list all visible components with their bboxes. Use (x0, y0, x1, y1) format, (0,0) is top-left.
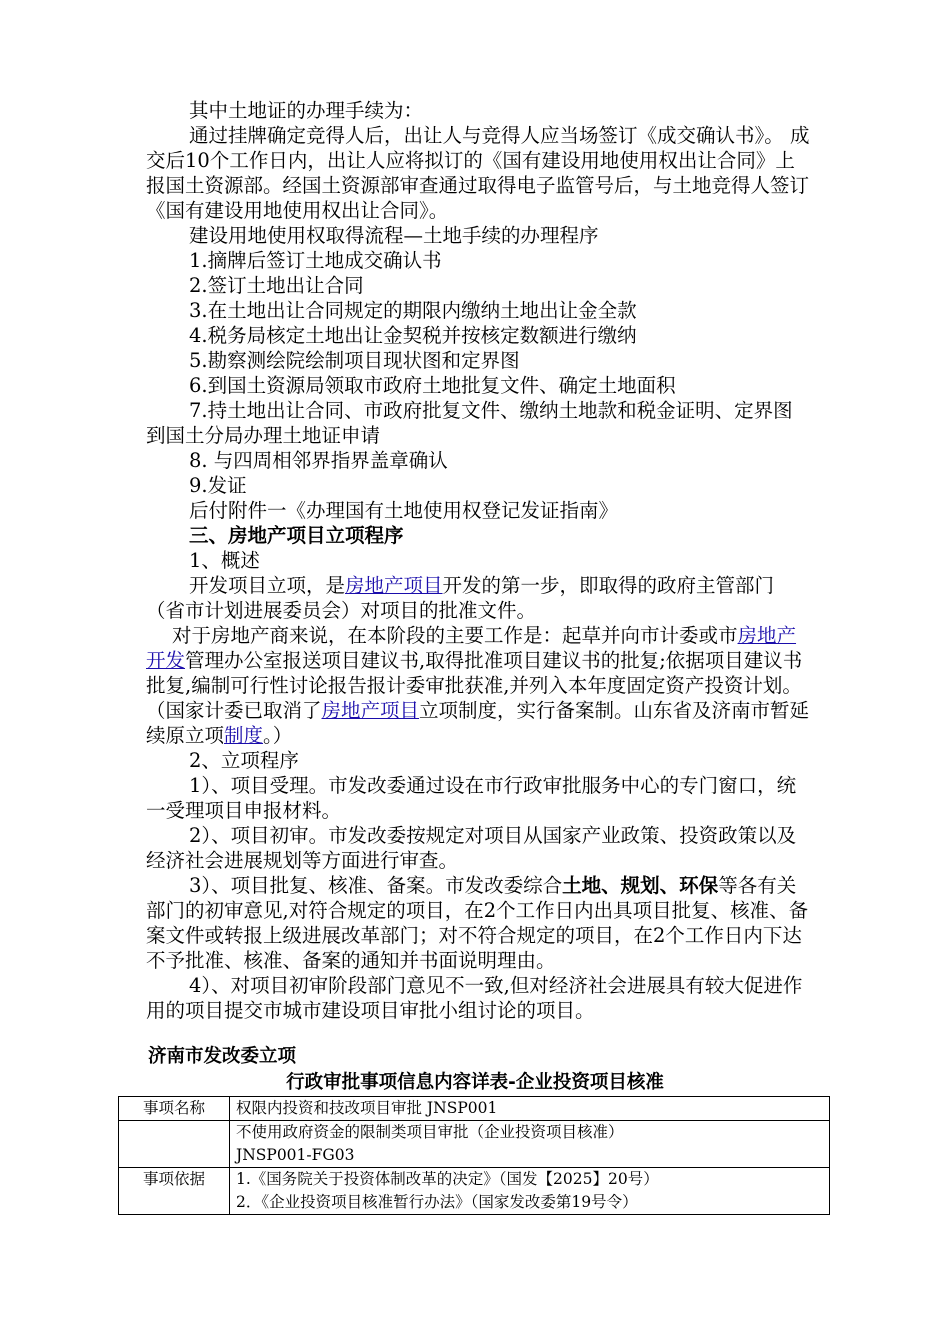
cell-line: 不使用政府资金的限制类项目审批（企业投资项目核准） (236, 1123, 624, 1141)
jinan-title: 济南市发改委立项 (148, 1046, 297, 1067)
paragraph (146, 873, 810, 973)
subheading: 1、概述 (189, 549, 260, 572)
subheading: 2、立项程序 (189, 749, 299, 772)
text-span: 。） (263, 724, 293, 747)
step-item: 3.在土地出让合同规定的期限内缴纳土地出让金全款 (189, 299, 637, 322)
system-link[interactable]: 制度 (224, 724, 264, 747)
paragraph: 其中土地证的办理手续为： (189, 99, 424, 122)
text-span: 3）、项目批复、核准、备案。市发改委综合 (189, 874, 563, 897)
text-span: 对于房地产商来说，在本阶段的主要工作是：起草并向市计委或市 (172, 624, 738, 647)
paragraph: 建设用地使用权取得流程—土地手续的办理程序 (189, 224, 599, 247)
step-item: 4.税务局核定土地出让金契税并按核定数额进行缴纳 (189, 324, 637, 347)
table-cell (119, 1121, 230, 1168)
table-row (119, 1168, 830, 1215)
paragraph (146, 573, 810, 623)
document-body (146, 98, 810, 1023)
step-item: 2.签订土地出让合同 (189, 274, 364, 297)
info-table (118, 1096, 830, 1215)
cell-line: JNSP001-FG03 (236, 1146, 355, 1164)
step-item: 1.摘牌后签订土地成交确认书 (189, 249, 442, 272)
paragraph (146, 623, 810, 748)
text-span: 开发的第一步，即取得的政府主管部门（省市计划进展委员会）对项目的批准文件。 (146, 574, 775, 622)
step-item: 6.到国土资源局领取市政府土地批复文件、确定土地面积 (189, 374, 676, 397)
table-cell (230, 1121, 830, 1168)
text-span: 等各有关部门的初审意见,对符合规定的项目，在2个工作日内出具项目批复、核准、备案文件或转报上级进展改革部门；对不符合规定的项目，在2个工作日内下达不予批准、核准、备案的通知并书面说明理由。 (146, 874, 809, 972)
table-title: 行政审批事项信息内容详表-企业投资项目核准 (286, 1072, 664, 1093)
paragraph: 后付附件一《办理国有土地使用权登记发证指南》 (189, 499, 619, 522)
table-cell (230, 1168, 830, 1215)
real-estate-development-link[interactable]: 房地产开发 (146, 624, 797, 672)
section-heading: 三、房地产项目立项程序 (189, 524, 404, 547)
text-span: 开发项目立项，是 (189, 574, 346, 597)
step-item: 5.勘察测绘院绘制项目现状图和定界图 (189, 349, 520, 372)
paragraph: 通过挂牌确定竞得人后，出让人与竞得人应当场签订《成交确认书》。 成交后10个工作日内，出让人应将拟订的《国有建设用地使用权出让合同》上报国土资源部。经国土资源部审查通过取得电子监管号后，与土地竞得人签订《国有建设用地使用权出让合同》。 (146, 124, 810, 222)
paragraph: 4）、对项目初审阶段部门意见不一致,但对经济社会进展具有较大促进作用的项目提交市城市建设项目审批小组讨论的项目。 (146, 974, 803, 1022)
step-item: 9.发证 (189, 474, 247, 497)
bold-text: 土地、规划、环保 (562, 874, 719, 897)
paragraph: 2）、项目初审。市发改委按规定对项目从国家产业政策、投资政策以及经济社会进展规划等方面进行审查。 (146, 824, 797, 872)
step-item: 8. 与四周相邻界指界盖章确认 (189, 449, 448, 472)
text-span: 立项制度，实行备案制。山东省及济南市暂延续原立项 (146, 699, 810, 747)
text-span: 管理办公室报送项目建议书,取得批准项目建议书的批复;依据项目建议书批复,编制可行性讨论报告报计委审批获准,并列入本年度固定资产投资计划。（国家计委已取消了 (146, 649, 803, 722)
table-cell: 事项依据 (119, 1168, 230, 1215)
table-cell: 权限内投资和技改项目审批 JNSP001 (230, 1097, 830, 1121)
step-item: 7.持土地出让合同、市政府批复文件、缴纳土地款和税金证明、定界图到国土分局办理土地证申请 (146, 399, 793, 447)
table-cell: 事项名称 (119, 1097, 230, 1121)
paragraph: 1）、项目受理。市发改委通过设在市行政审批服务中心的专门窗口，统一受理项目申报材料。 (146, 774, 797, 822)
real-estate-project-link[interactable]: 房地产项目 (345, 574, 443, 597)
table-row (119, 1097, 830, 1121)
table-row (119, 1121, 830, 1168)
cell-line: 1.《国务院关于投资体制改革的决定》（国发【2025】20号） (236, 1170, 659, 1188)
real-estate-project-link[interactable]: 房地产项目 (321, 699, 420, 722)
cell-line: 2．《企业投资项目核准暂行办法》（国家发改委第19号令） (236, 1193, 638, 1211)
